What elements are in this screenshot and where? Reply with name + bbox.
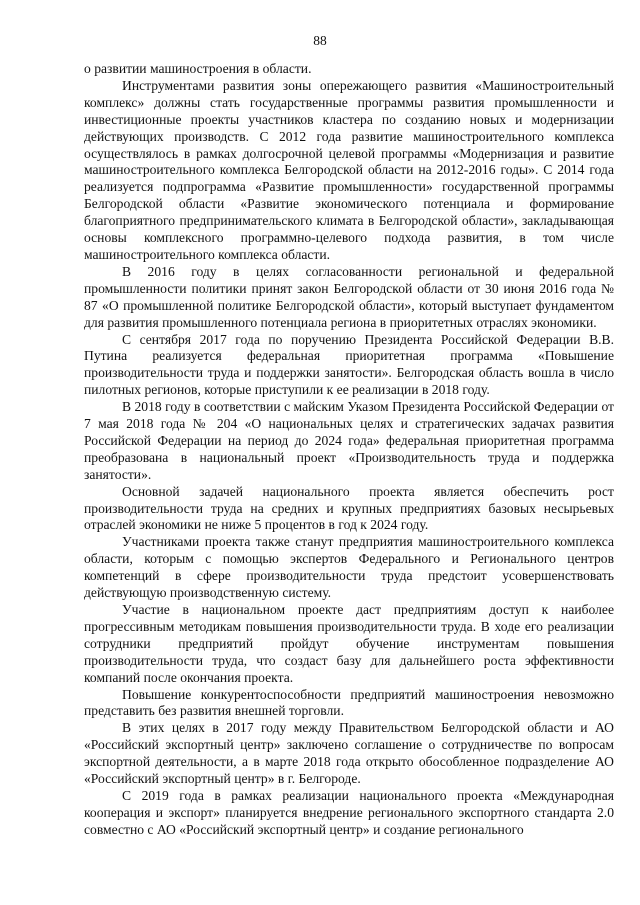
paragraph-national-project: В 2018 году в соответствии с майским Указом Президента Российской Федерации от 7 мая 2018 года № 204 «О национальных целях и стратегических задачах развития Российской Федерации на период до 2024 года» федеральная приоритетная программа преобразована в национальный проект «Производительность труда и поддержка занятости». <box>84 399 614 482</box>
paragraph-industrial-policy-law: В 2016 году в целях согласованности региональной и федеральной промышленности политики принят закон Белгородской области от 30 июня 2016 года № 87 «О промышленной политике Белгородской области», который выступает фундаментом для развития промышленного потенциала региона в приоритетных отраслях экономики. <box>84 263 614 330</box>
paragraph-cluster-tools: Инструментами развития зоны опережающего развития «Машиностроительный комплекс» должны стать государственные программы развития промышленности и инвестиционные проекты участников кластера по созданию новых и модернизации действующих производств. С 2012 года развитие машиностроительного комплекса осуществлялось в рамках долгосрочной целевой программы «Модернизация и развитие машиностроительного комплекса Белгородской области на 2012-2016 годы». С 2014 года реализуется подпрограмма «Развитие промышленности» государственной программы Белгородской области «Развитие экономического потенциала и формирование благоприятного предпринимательского климата в Белгородской области», закладывающая основы комплексного программно-целевого подхода развития, в том числе машиностроительного комплекса области. <box>84 77 614 262</box>
document-body <box>84 61 614 839</box>
paragraph-main-objective: Основной задачей национального проекта является обеспечить рост производительности труда на средних и крупных предприятиях базовых несырьевых отраслей экономики не ниже 5 процентов в год к 2024 году. <box>84 483 614 533</box>
paragraph-continuation: о развитии машиностроения в области. <box>84 61 312 76</box>
paragraph-export-center-agreement: В этих целях в 2017 году между Правительством Белгородской области и АО «Российский экспортный центр» заключено соглашение о сотрудничестве по вопросам экспортной деятельности, а в марте 2018 года открыто обособленное подразделение АО «Российский экспортный центр» в г. Белгороде. <box>84 720 614 787</box>
paragraph-productivity-program: С сентября 2017 года по поручению Президента Российской Федерации В.В. Путина реализуется федеральная приоритетная программа «Повышение производительности труда и поддержки занятости». Белгородская область вошла в число пилотных регионов, которые приступили к ее реализации в 2018 году. <box>84 331 614 398</box>
paragraph-competitiveness: Повышение конкурентоспособности предприятий машиностроения невозможно представить без развития внешней торговли. <box>84 686 614 719</box>
paragraph-participation-benefits: Участие в национальном проекте даст предприятиям доступ к наиболее прогрессивным методикам повышения производительности труда. В ходе его реализации сотрудники предприятий пройдут обучение инструментам повышения производительности труда, что создаст базу для дальнейшего роста эффективности компаний после окончания проекта. <box>84 602 614 685</box>
page-number: 88 <box>313 33 327 48</box>
paragraph-participants: Участниками проекта также станут предприятия машиностроительного комплекса области, которым с помощью экспертов Федерального и Регионального центров компетенций в сфере производительности труда предстоит усовершенствовать действующую производственную систему. <box>84 534 614 601</box>
paragraph-export-standard: С 2019 года в рамках реализации национального проекта «Международная кооперация и экспорт» планируется внедрение регионального экспортного стандарта 2.0 совместно с АО «Российский экспортный центр» и создание регионального <box>84 787 614 837</box>
